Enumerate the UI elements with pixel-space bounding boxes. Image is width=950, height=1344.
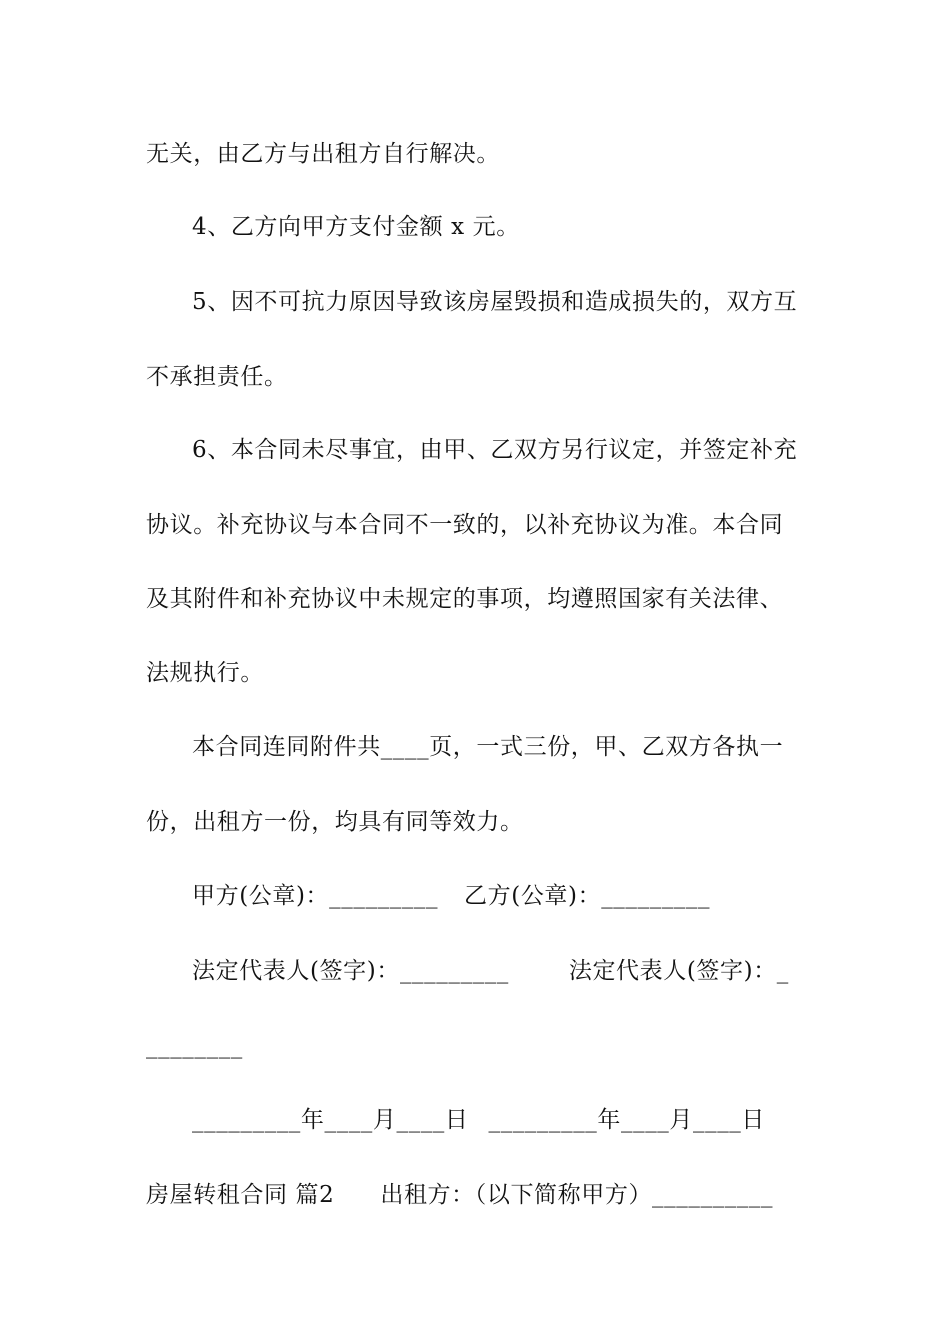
representative-a: 法定代表人(签字)：_________ <box>192 958 509 984</box>
next-contract-line <box>146 1180 808 1210</box>
lessor-line: 出租方：（以下简称甲方）__________ <box>380 1182 774 1208</box>
party-a-seal: 甲方(公章)：_________ <box>192 883 439 909</box>
representative-b-continuation: ________ <box>146 1033 243 1059</box>
paragraph-line: 无关，由乙方与出租方自行解决。 <box>146 141 500 167</box>
paragraph-line: 及其附件和补充协议中未规定的事项，均遵照国家有关法律、 <box>146 586 784 612</box>
date-line <box>192 1105 808 1135</box>
paragraph-line: 不承担责任。 <box>146 364 288 390</box>
paragraph-line: 法规执行。 <box>146 660 264 686</box>
paragraph-line: 6、本合同未尽事宜，由甲、乙双方另行议定，并签定补充 <box>192 437 798 463</box>
date-b: _________年____月____日 <box>488 1107 765 1133</box>
paragraph-line: 协议。补充协议与本合同不一致的，以补充协议为准。本合同 <box>146 512 784 538</box>
party-b-seal: 乙方(公章)：_________ <box>464 883 711 909</box>
representative-b: 法定代表人(签字)：_ <box>568 958 789 984</box>
paragraph-line: 5、因不可抗力原因导致该房屋毁损和造成损失的，双方互 <box>192 289 798 315</box>
date-a: _________年____月____日 <box>192 1107 469 1133</box>
next-contract-heading: 房屋转租合同 篇2 <box>146 1182 335 1208</box>
representative-line <box>192 956 808 986</box>
seal-line <box>192 881 808 911</box>
paragraph-line: 份，出租方一份，均具有同等效力。 <box>146 809 524 835</box>
paragraph-line: 本合同连同附件共____页，一式三份，甲、乙双方各执一 <box>192 734 784 760</box>
paragraph-line: 4、乙方向甲方支付金额 x 元。 <box>192 214 520 240</box>
